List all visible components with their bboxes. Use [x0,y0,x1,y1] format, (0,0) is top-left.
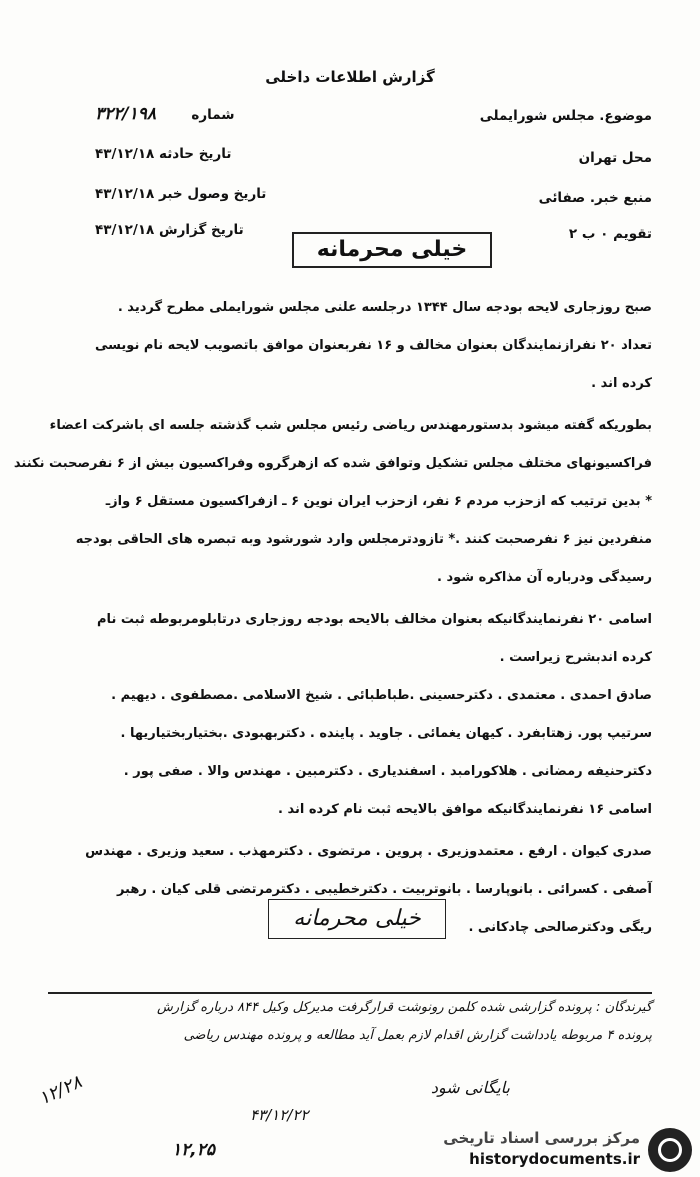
header-source: منبع خبر. صفائی [538,190,652,206]
body-line: اسامی ۱۶ نفرنمایندگانیکه موافق بالایحه ثبت نام کرده اند . [278,802,652,817]
header-event-date: تاریخ حادثه ۴۳/۱۲/۱۸ [95,146,232,162]
document-title: گزارش اطلاعات داخلی [265,68,435,86]
body-line: کرده اند . [591,376,652,391]
header-number [95,104,235,124]
body-line: کرده اندبشرح زیراست . [499,650,652,665]
confidential-stamp-top: خیلی محرمانه [292,232,492,268]
header-report-date: تاریخ گزارش ۴۳/۱۲/۱۸ [95,222,244,238]
body-line: دکترحنیفه رمضانی . هلاکورامبد . اسفندیاری . دکترمبین . مهندس والا . صفی پور . [123,764,652,779]
body-line: فراکسیونهای مختلف مجلس تشکیل وتوافق شده که ازهرگروه وفراکسیون بیش از ۶ نفرصحبت نکنند [13,456,652,471]
body-line: سرتیپ پور. زهتابفرد . کیهان یغمائی . جاوید . پاینده . دکتربهبودی .بختیاربختیاریها . [120,726,652,741]
header-subject: موضوع. مجلس شورایملی [479,108,652,124]
body-line: تعداد ۲۰ نفرازنمایندگان بعنوان مخالف و ۱۶ نفربعنوان موافق باتصویب لایحه نام نویسی [95,338,652,353]
handwritten-note-date: ۴۳/۱۲/۲۲ [250,1106,309,1124]
header-receipt-date: تاریخ وصول خبر ۴۳/۱۲/۱۸ [95,186,267,202]
watermark-persian: مرکز بررسی اسناد تاریخی [443,1129,640,1147]
body-line: اسامی ۲۰ نفرنمایندگانیکه بعنوان مخالف بالایحه بودجه روزجاری درتابلومربوطه ثبت نام [97,612,652,627]
bottom-number: ۱۲,۲۵ [172,1140,215,1160]
handwritten-recipients-line1: گیرندگان : پرونده گزارشی شده کلمن رونوشت قرارگرفت مدیرکل وکیل ۸۴۴ درباره گزارش [157,1000,652,1015]
body-line: صدری کیوان . ارفع . معتمدوزیری . پروین . مرتضوی . دکترمهذب . سعید وزیری . مهندس [85,844,652,859]
body-line: آصفی . کسرائی . بانوپارسا . بانوتربیت . دکترخطیبی . دکترمرتضی قلی کیان . رهبر [116,882,652,897]
header-calendar: تقویم ۰ ب ۲ [568,226,652,242]
body-line: صادق احمدی . معتمدی . دکترحسینی .طباطبائی . شیخ الاسلامی .مصطفوی . دیهیم . [111,688,652,703]
handwritten-recipients-line2: پرونده ۴ مربوطه یادداشت گزارش اقدام لازم بعمل آید مطالعه و پرونده مهندس ریاضی [183,1028,652,1043]
archive-logo-icon [648,1128,692,1172]
handwritten-corner-date: ۱۲/۲۸ [35,1071,86,1110]
divider-rule [48,992,652,994]
body-line: ریگی ودکترصالحی چادکانی . [468,920,652,935]
body-line: بطوریکه گفته میشود بدستورمهندس ریاضی رئیس مجلس شب گذشته جلسه ای باشرکت اعضاء [49,418,652,433]
body-line: صبح روزجاری لایحه بودجه سال ۱۳۴۴ درجلسه علنی مجلس شورایملی مطرح گردید . [117,300,652,315]
confidential-stamp-handwritten: خیلی محرمانه [268,899,446,939]
body-line: رسیدگی ودرباره آن مذاکره شود . [436,570,652,585]
body-line: منفردین نیز ۶ نفرصحبت کنند .* تازودترمجلس وارد شورشود وبه تبصره های الحاقی بودجه [75,532,652,547]
header-number-label: شماره [191,107,235,123]
body-line: * بدین ترتیب که ازحزب مردم ۶ نفر، ازحزب ایران نوین ۶ ـ ازفراکسیون مستقل ۶ وازـ [105,494,652,509]
handwritten-signature: بایگانی شود [430,1078,510,1097]
header-location: محل تهران [578,150,652,166]
header-number-value: ۳۲۲/۱۹۸ [95,104,156,124]
watermark-url: historydocuments.ir [469,1150,640,1168]
